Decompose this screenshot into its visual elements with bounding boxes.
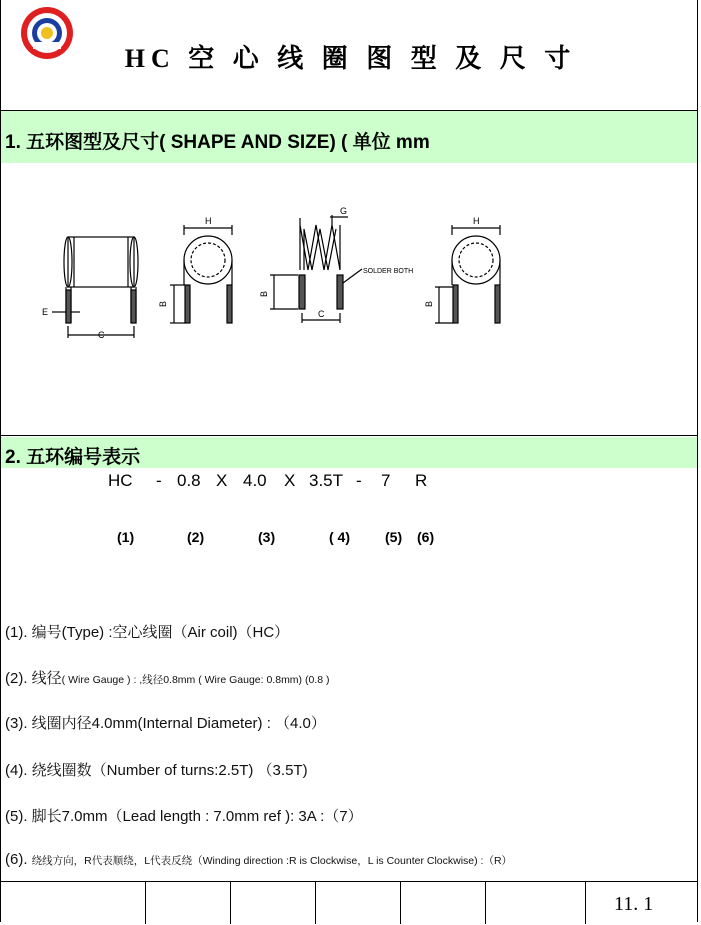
description-2-text: (2). 线径 [5, 670, 62, 687]
footer-cell-divider [145, 882, 146, 924]
index-6: (6) [417, 529, 435, 545]
description-6-detail: 绕线方向，R代表顺绕，L代表反绕（Winding direction :R is Clockwise，L is Counter Clockwise) :（R） [31, 855, 513, 867]
code-part-dash-2: - [356, 471, 362, 490]
footer-cell-divider [485, 882, 486, 924]
description-1 [5, 621, 289, 642]
coil-spring-view [270, 215, 362, 323]
index-4: ( 4) [329, 529, 350, 545]
label-solder: SOLDER BOTH [363, 268, 414, 275]
description-1-text: (1). 编号(Type) :空心线圈（Air coil)（HC） [5, 624, 290, 641]
label-b-2: B [259, 290, 269, 297]
code-part-direction: R [415, 471, 428, 490]
label-b-1: B [158, 300, 168, 307]
footer-cell-divider [315, 882, 316, 924]
description-5 [5, 805, 363, 826]
index-2: (2) [187, 529, 205, 545]
description-2 [5, 667, 329, 688]
code-part-dash-1: - [156, 471, 162, 490]
section-2-title: 2. 五环编号表示 [5, 447, 141, 468]
coil-end-view-2 [435, 225, 500, 323]
coil-shape-diagram [30, 195, 530, 355]
label-h-2: H [473, 216, 480, 226]
index-5: (5) [385, 529, 403, 545]
footer-cell-divider [585, 882, 586, 924]
code-part-lead: 7 [381, 471, 391, 490]
code-part-turns: 3.5T [309, 471, 344, 490]
code-part-x-2: X [284, 471, 296, 490]
label-h-1: H [205, 216, 212, 226]
description-6 [5, 851, 512, 868]
code-part-gauge: 0.8 [177, 471, 201, 490]
description-4 [5, 759, 308, 780]
index-3: (3) [258, 529, 276, 545]
divider-middle [0, 435, 698, 436]
label-e: E [42, 307, 49, 317]
description-5-text: (5). 脚长7.0mm（Lead length : 7.0mm ref ): 3A :（7） [5, 808, 363, 825]
page-number: 11. 1 [614, 893, 654, 915]
section-1-header [1, 111, 697, 163]
coil-side-view [52, 237, 138, 338]
description-3 [5, 712, 326, 733]
description-6-text: (6). [5, 851, 32, 868]
footer-cell-divider [230, 882, 231, 924]
footer-table [0, 881, 698, 925]
section-1-title: 1. 五环图型及尺寸( SHAPE AND SIZE) ( 单位 mm [5, 132, 430, 153]
section-2-header [1, 437, 697, 468]
description-2-detail: ( Wire Gauge ) : ,线径0.8mm ( Wire Gauge: 0.8mm) (0.8 ) [61, 674, 330, 686]
coil-end-view-1 [170, 225, 232, 323]
code-part-diameter: 4.0 [243, 471, 267, 490]
label-b-3: B [424, 300, 434, 307]
page-title: HC 空 心 线 圈 图 型 及 尺 寸 [124, 44, 577, 73]
index-1: (1) [117, 529, 135, 545]
description-3-text: (3). 线圈内径4.0mm(Internal Diameter) : （4.0） [5, 715, 326, 732]
code-part-x-1: X [216, 471, 228, 490]
description-4-text: (4). 绕线圈数（Number of turns:2.5T) （3.5T) [5, 762, 308, 779]
footer-cell-divider [400, 882, 401, 924]
code-part-type: HC [108, 471, 133, 490]
label-g: G [340, 206, 348, 216]
label-c-1: C [98, 330, 105, 340]
label-c-2: C [318, 309, 325, 319]
